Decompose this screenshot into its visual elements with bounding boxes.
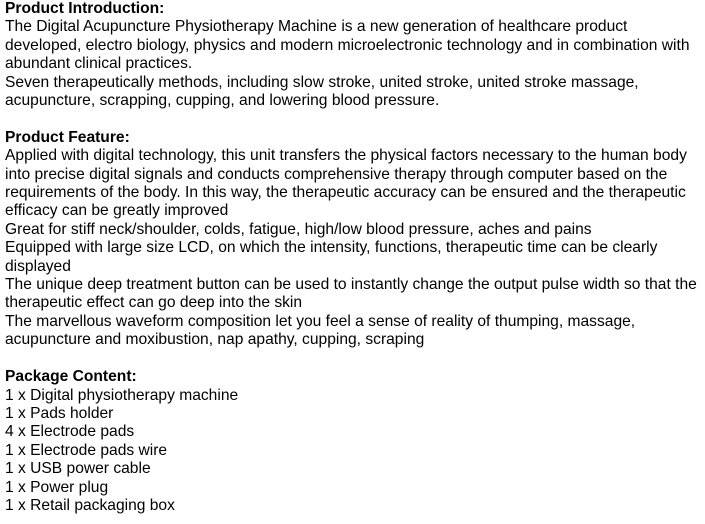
section-spacer (5, 110, 703, 128)
package-content-section (5, 368, 703, 515)
introduction-paragraph: The Digital Acupuncture Physiotherapy Machine is a new generation of healthcare product developed, electro biology, physics and modern microelectronic technology and in combination with abundant clinical practices. (5, 18, 690, 73)
section-spacer (5, 350, 703, 368)
package-content-heading: Package Content: (5, 368, 137, 386)
product-introduction-heading: Product Introduction: (5, 0, 165, 17)
feature-paragraph-waveform: The marvellous waveform composition let you feel a sense of reality of thumping, massage, acupuncture and moxibustion, nap apathy, cupping, scraping (5, 312, 636, 349)
therapeutic-methods-paragraph: Seven therapeutically methods, including slow stroke, united stroke, united stroke massage, acupuncture, scrapping, cupping, and lowering blood pressure. (5, 73, 639, 110)
feature-paragraph-deep-treatment: The unique deep treatment button can be used to instantly change the output pulse width so that the therapeutic effect can go deep into the skin (5, 276, 697, 312)
list-item: 1 x Power plug (5, 478, 109, 496)
list-item: 1 x Electrode pads wire (5, 441, 168, 459)
product-feature-section (5, 129, 703, 350)
product-introduction-section (5, 0, 703, 110)
list-item: 4 x Electrode pads (5, 423, 135, 441)
feature-paragraph-digital-technology: Applied with digital technology, this unit transfers the physical factors necessary to the human body into precise digital signals and conducts comprehensive therapy through computer based on the requirements of the body. In this way, the therapeutic accuracy can be ensured and the therapeutic efficacy can be greatly improved (5, 147, 687, 220)
feature-paragraph-conditions: Great for stiff neck/shoulder, colds, fatigue, high/low blood pressure, aches and pains (5, 220, 592, 238)
list-item: 1 x Retail packaging box (5, 496, 175, 514)
list-item: 1 x Digital physiotherapy machine (5, 386, 239, 404)
feature-paragraph-lcd: Equipped with large size LCD, on which the intensity, functions, therapeutic time can be clearly displayed (5, 239, 658, 275)
package-content-list (5, 387, 703, 516)
list-item: 1 x Pads holder (5, 404, 114, 422)
list-item: 1 x USB power cable (5, 460, 151, 478)
product-feature-heading: Product Feature: (5, 128, 130, 146)
